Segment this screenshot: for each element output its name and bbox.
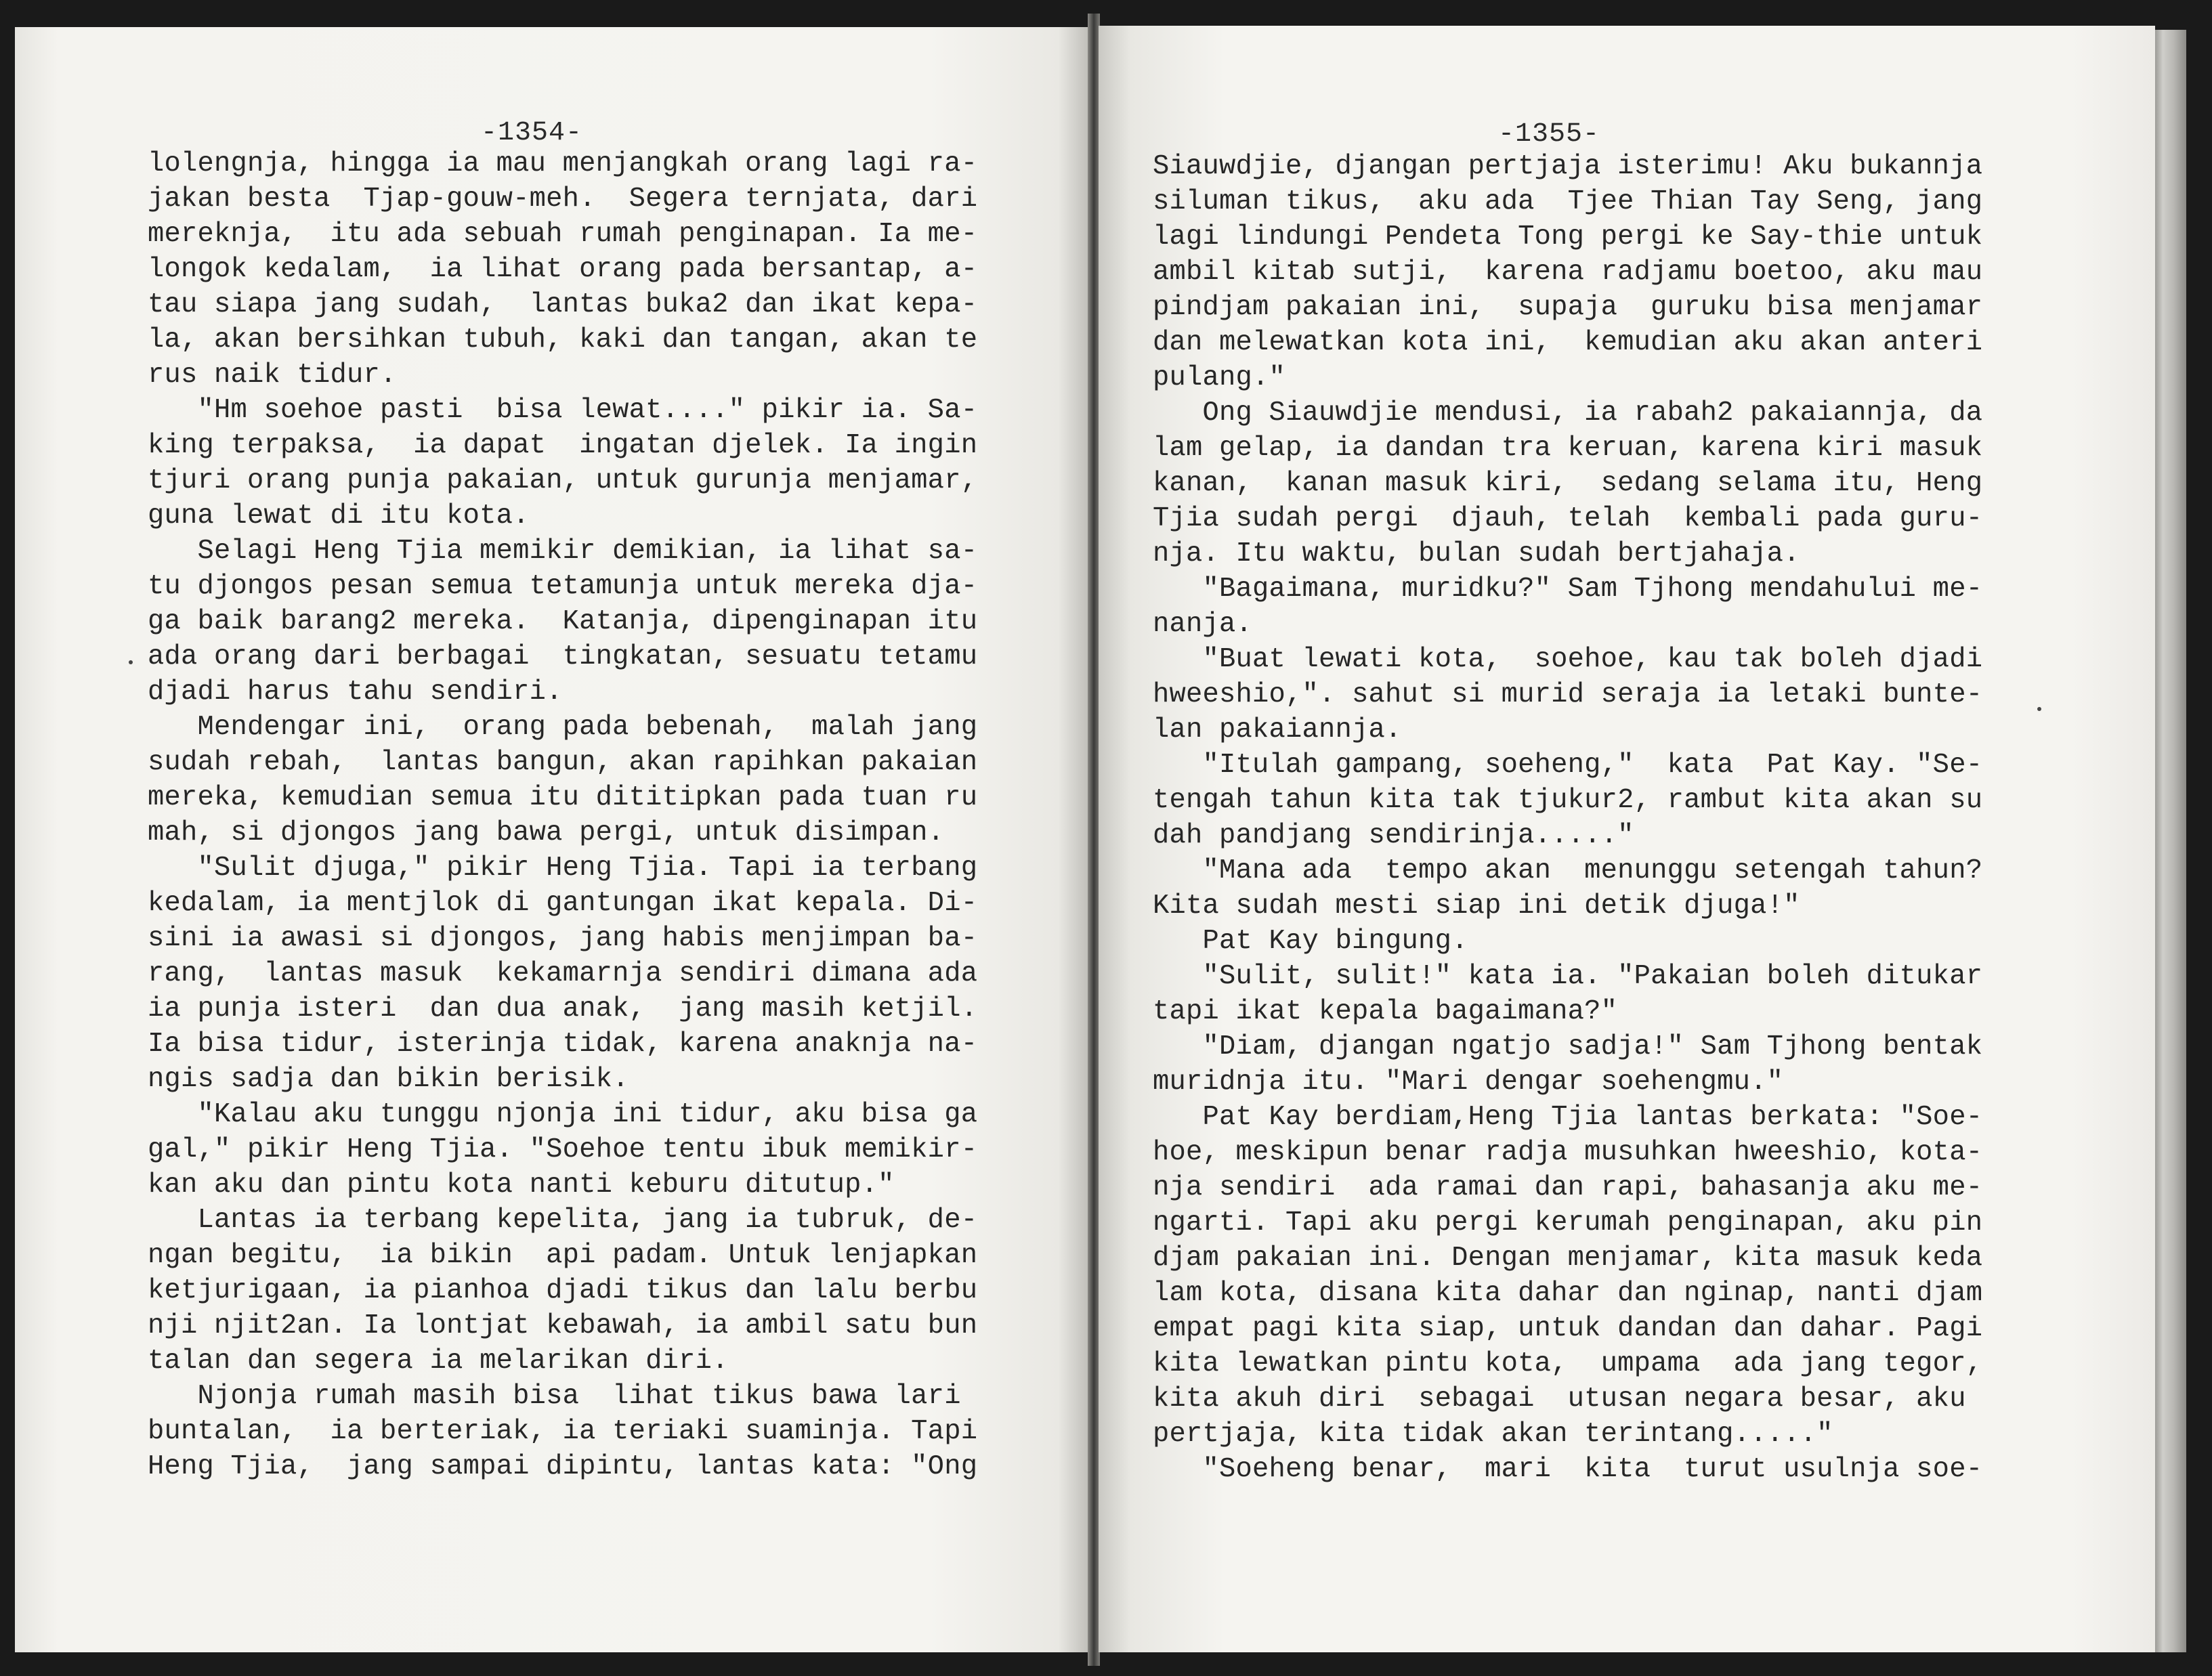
text-line: kita akuh diri sebagai utusan negara besar, aku xyxy=(1153,1383,1966,1415)
text-line: lam kota, disana kita dahar dan nginap, nanti djam xyxy=(1153,1278,1983,1309)
text-line: nja. Itu waktu, bulan sudah bertjahaja. xyxy=(1153,538,1800,570)
text-line: lolengnja, hingga ia mau menjangkah orang lagi ra- xyxy=(148,148,978,179)
text-line: Kita sudah mesti siap ini detik djuga!" xyxy=(1153,890,1800,922)
text-line: "Itulah gampang, soeheng," kata Pat Kay. "Se- xyxy=(1153,750,1983,781)
ink-speck xyxy=(129,660,133,664)
text-line: "Sulit, sulit!" kata ia. "Pakaian boleh ditukar xyxy=(1153,961,1983,992)
text-line: Pat Kay berdiam,Heng Tjia lantas berkata: "Soe- xyxy=(1153,1102,1983,1133)
text-line: djadi harus tahu sendiri. xyxy=(148,676,563,708)
text-line: Lantas ia terbang kepelita, jang ia tubruk, de- xyxy=(148,1205,978,1236)
text-line: buntalan, ia berteriak, ia teriaki suaminja. Tapi xyxy=(148,1416,978,1447)
text-line: "Bagaimana, muridku?" Sam Tjhong mendahului me- xyxy=(1153,574,1983,605)
text-line: kedalam, ia mentjlok di gantungan ikat kepala. Di- xyxy=(148,888,978,919)
text-line: Siauwdjie, djangan pertjaja isterimu! Aku bukannja xyxy=(1153,151,1983,182)
text-line: siluman tikus, aku ada Tjee Thian Tay Seng, jang xyxy=(1153,186,1983,217)
text-line: Pat Kay bingung. xyxy=(1153,926,1468,957)
text-line: rus naik tidur. xyxy=(148,360,397,391)
text-line: gal," pikir Heng Tjia. "Soehoe tentu ibuk memikir- xyxy=(148,1134,978,1165)
left-page-number: -1354- xyxy=(481,118,583,148)
text-line: hoe, meskipun benar radja musuhkan hweeshio, kota- xyxy=(1153,1137,1983,1168)
text-line: pulang." xyxy=(1153,362,1286,393)
text-line: "Mana ada tempo akan menunggu setengah tahun? xyxy=(1153,855,1983,886)
text-line: jakan besta Tjap-gouw-meh. Segera ternjata, dari xyxy=(148,184,978,215)
text-line: nji njit2an. Ia lontjat kebawah, ia ambil satu bun xyxy=(148,1310,978,1341)
text-line: Njonja rumah masih bisa lihat tikus bawa lari xyxy=(148,1381,961,1412)
text-line: tapi ikat kepala bagaimana?" xyxy=(1153,996,1618,1027)
text-line: ia punja isteri dan dua anak, jang masih ketjil. xyxy=(148,993,978,1025)
text-line: muridnja itu. "Mari dengar soehengmu." xyxy=(1153,1067,1784,1098)
text-line: nanja. xyxy=(1153,609,1253,640)
text-line: Ia bisa tidur, isterinja tidak, karena anaknja na- xyxy=(148,1029,978,1060)
text-line: sini ia awasi si djongos, jang habis menjimpan ba- xyxy=(148,923,978,954)
text-line: tu djongos pesan semua tetamunja untuk mereka dja- xyxy=(148,571,978,602)
text-line: ngarti. Tapi aku pergi kerumah penginapan, aku pin xyxy=(1153,1207,1983,1239)
right-page xyxy=(1099,26,2155,1652)
text-line: nja sendiri ada ramai dan rapi, bahasanja aku me- xyxy=(1153,1172,1983,1203)
text-line: "Diam, djangan ngatjo sadja!" Sam Tjhong bentak xyxy=(1153,1031,1983,1062)
text-line: dah pandjang sendirinja....." xyxy=(1153,820,1634,851)
text-line: "Soeheng benar, mari kita turut usulnja soe- xyxy=(1153,1454,1983,1485)
text-line: Ong Siauwdjie mendusi, ia rabah2 pakaiannja, da xyxy=(1153,397,1983,429)
text-line: "Sulit djuga," pikir Heng Tjia. Tapi ia terbang xyxy=(148,853,978,884)
text-line: ngis sadja dan bikin berisik. xyxy=(148,1064,629,1095)
text-line: lagi lindungi Pendeta Tong pergi ke Say-thie untuk xyxy=(1153,221,1983,253)
text-line: talan dan segera ia melarikan diri. xyxy=(148,1346,729,1377)
text-line: ambil kitab sutji, karena radjamu boetoo, aku mau xyxy=(1153,257,1983,288)
text-line: dan melewatkan kota ini, kemudian aku akan anteri xyxy=(1153,327,1983,358)
text-line: "Buat lewati kota, soehoe, kau tak boleh djadi xyxy=(1153,644,1983,675)
text-line: pertjaja, kita tidak akan terintang....." xyxy=(1153,1419,1833,1450)
text-line: kan aku dan pintu kota nanti keburu ditutup." xyxy=(148,1169,895,1201)
text-line: ada orang dari berbagai tingkatan, sesuatu tetamu xyxy=(148,641,978,672)
text-line: mereka, kemudian semua itu dititipkan pada tuan ru xyxy=(148,782,978,813)
text-line: longok kedalam, ia lihat orang pada bersantap, a- xyxy=(148,254,978,285)
text-line: ga baik barang2 mereka. Katanja, dipenginapan itu xyxy=(148,606,978,637)
text-line: Heng Tjia, jang sampai dipintu, lantas kata: "Ong xyxy=(148,1451,978,1482)
left-page xyxy=(15,27,1090,1652)
text-line: djam pakaian ini. Dengan menjamar, kita masuk keda xyxy=(1153,1243,1983,1274)
text-line: mah, si djongos jang bawa pergi, untuk disimpan. xyxy=(148,817,945,848)
text-line: guna lewat di itu kota. xyxy=(148,500,530,532)
text-line: Selagi Heng Tjia memikir demikian, ia lihat sa- xyxy=(148,536,978,567)
text-line: king terpaksa, ia dapat ingatan djelek. Ia ingin xyxy=(148,430,978,461)
text-line: tjuri orang punja pakaian, untuk gurunja menjamar, xyxy=(148,465,978,496)
text-line: mereknja, itu ada sebuah rumah penginapan. Ia me- xyxy=(148,219,978,250)
text-line: ketjurigaan, ia pianhoa djadi tikus dan lalu berbu xyxy=(148,1275,978,1306)
text-line: kanan, kanan masuk kiri, sedang selama itu, Heng xyxy=(1153,468,1983,499)
text-line: kita lewatkan pintu kota, umpama ada jang tegor, xyxy=(1153,1348,1983,1379)
text-line: tengah tahun kita tak tjukur2, rambut kita akan su xyxy=(1153,785,1983,816)
ink-speck xyxy=(2037,707,2041,711)
text-line: lan pakaiannja. xyxy=(1153,714,1402,746)
left-page-text xyxy=(148,146,977,1484)
text-line: "Kalau aku tunggu njonja ini tidur, aku bisa ga xyxy=(148,1099,978,1130)
text-line: sudah rebah, lantas bangun, akan rapihkan pakaian xyxy=(148,747,978,778)
right-page-number: -1355- xyxy=(1498,119,1600,150)
text-line: "Hm soehoe pasti bisa lewat...." pikir ia. Sa- xyxy=(148,395,978,426)
text-line: lam gelap, ia dandan tra keruan, karena kiri masuk xyxy=(1153,433,1983,464)
text-line: tau siapa jang sudah, lantas buka2 dan ikat kepa- xyxy=(148,289,978,320)
text-line: Tjia sudah pergi djauh, telah kembali pada guru- xyxy=(1153,503,1983,534)
text-line: empat pagi kita siap, untuk dandan dan dahar. Pagi xyxy=(1153,1313,1983,1344)
text-line: ngan begitu, ia bikin api padam. Untuk lenjapkan xyxy=(148,1240,978,1271)
text-line: hweeshio,". sahut si murid seraja ia letaki bunte- xyxy=(1153,679,1983,710)
text-line: rang, lantas masuk kekamarnja sendiri dimana ada xyxy=(148,958,978,989)
text-line: la, akan bersihkan tubuh, kaki dan tangan, akan te xyxy=(148,324,978,356)
right-page-text xyxy=(1153,149,1982,1487)
page-stack-edge xyxy=(2155,30,2186,1652)
text-line: Mendengar ini, orang pada bebenah, malah jang xyxy=(148,712,978,743)
text-line: pindjam pakaian ini, supaja guruku bisa menjamar xyxy=(1153,292,1983,323)
